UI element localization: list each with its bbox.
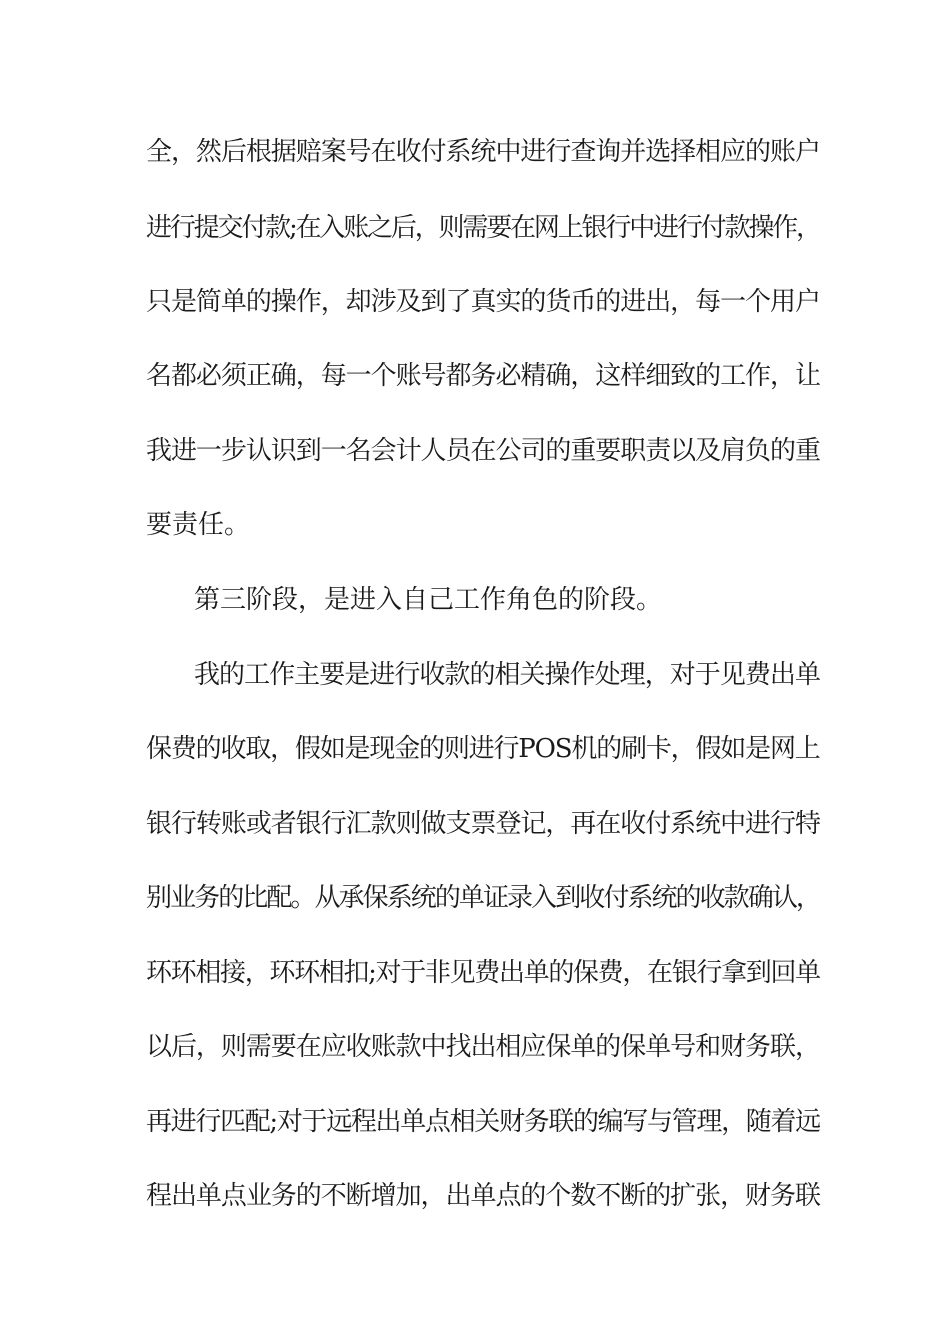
text-line: 银行转账或者银行汇款则做支票登记，再在收付系统中进行特 bbox=[146, 809, 820, 839]
text-line: 要责任。 bbox=[146, 510, 251, 540]
text-line: 保费的收取，假如是现金的则进行POS机的刷卡，假如是网上 bbox=[146, 734, 820, 764]
text-line: 只是简单的操作，却涉及到了真实的货币的进出，每一个用户 bbox=[146, 287, 820, 317]
text-line: 全，然后根据赔案号在收付系统中进行查询并选择相应的账户 bbox=[146, 137, 820, 167]
text-line: 我的工作主要是进行收款的相关操作处理，对于见费出单 bbox=[194, 660, 821, 690]
text-line: 环环相接，环环相扣;对于非见费出单的保费，在银行拿到回单 bbox=[146, 958, 820, 988]
text-line: 程出单点业务的不断增加，出单点的个数不断的扩张，财务联 bbox=[146, 1181, 820, 1211]
text-line: 再进行匹配;对于远程出单点相关财务联的编写与管理，随着远 bbox=[146, 1107, 820, 1137]
text-line: 名都必须正确，每一个账号都务必精确，这样细致的工作，让 bbox=[146, 361, 820, 391]
section-heading: 第三阶段，是进入自己工作角色的阶段。 bbox=[194, 585, 663, 615]
text-line: 以后，则需要在应收账款中找出相应保单的保单号和财务联， bbox=[146, 1032, 820, 1062]
text-line: 我进一步认识到一名会计人员在公司的重要职责以及肩负的重 bbox=[146, 436, 820, 466]
text-line: 别业务的比配。从承保系统的单证录入到收付系统的收款确认， bbox=[146, 883, 820, 913]
text-line: 进行提交付款;在入账之后，则需要在网上银行中进行付款操作， bbox=[146, 213, 820, 243]
